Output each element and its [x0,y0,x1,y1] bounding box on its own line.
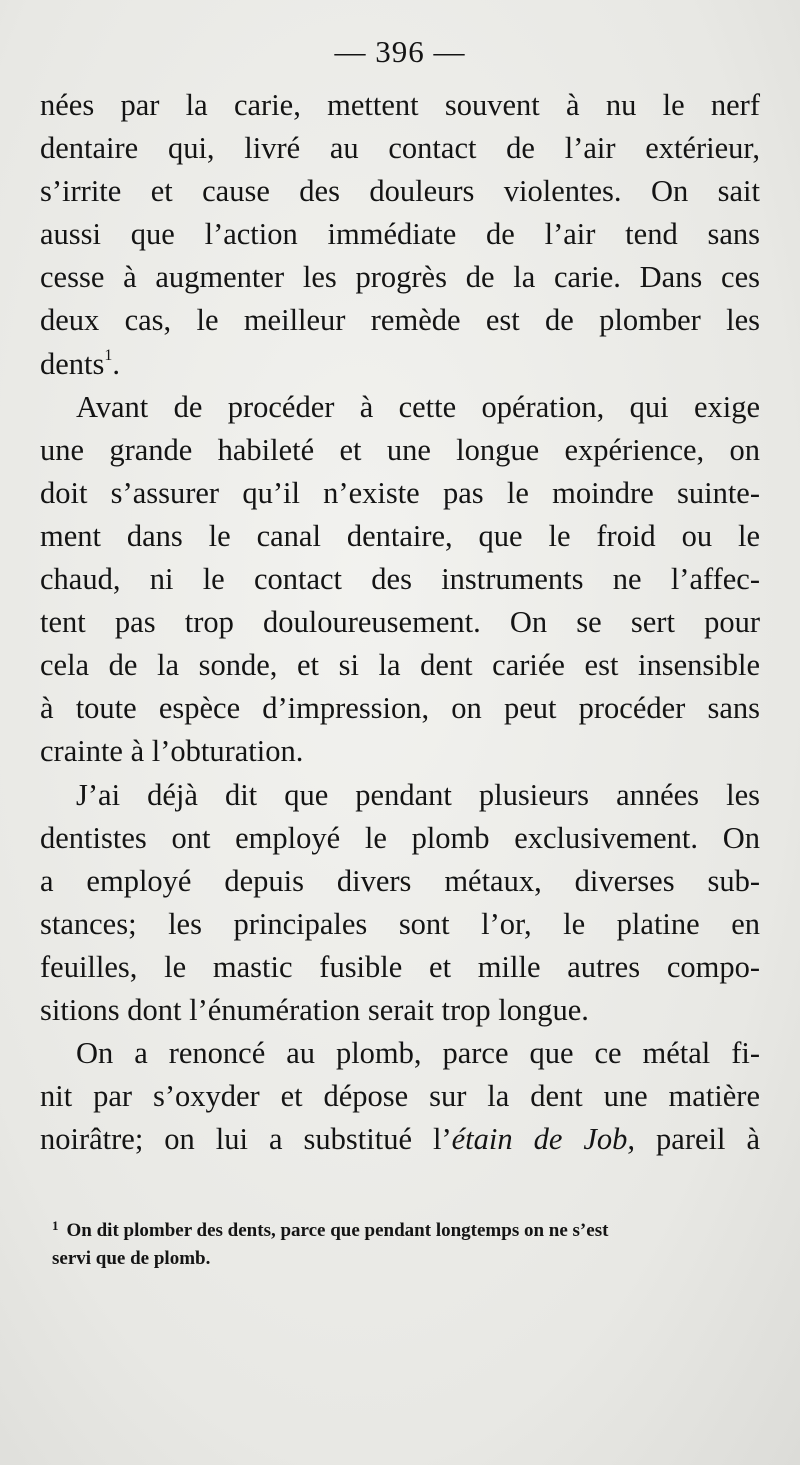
text-line: ment dans le canal dentaire, que le froid ou le [40,518,760,553]
text-fragment: noirâtre; on lui a substitué l’ [40,1122,452,1157]
text-line: aussi que l’action immédiate de l’air tend sans [40,217,760,252]
footnote-reference: 1 [104,346,113,364]
text-line: dentistes ont employé le plomb exclusivement. On [40,820,760,855]
text-line-last: crainte à l’obturation. [40,734,304,769]
text-line: doit s’assurer qu’il n’existe pas le moindre suinte- [40,475,760,510]
page-number: — 396 — [334,34,466,69]
text-line: On a renoncé au plomb, parce que ce métal fi- [76,1036,760,1071]
footnote [52,1212,764,1273]
main-text [40,84,760,1161]
text-line: s’irrite et cause des douleurs violentes. On sait [40,174,760,209]
text-line: J’ai déjà dit que pendant plusieurs années les [76,777,760,812]
text-line-last [40,343,760,386]
text-line: chaud, ni le contact des instruments ne l’affec- [40,562,760,597]
text-line: nit par s’oxyder et dépose sur la dent une matière [40,1079,760,1114]
text-line: tent pas trop douloureusement. On se sert pour [40,605,760,640]
paragraph-4 [40,1032,760,1161]
text-line-last: sitions dont l’énumération serait trop longue. [40,992,589,1027]
text-line: feuilles, le mastic fusible et mille autres compo- [40,949,760,984]
text-line-final [40,1118,760,1161]
text-fragment: . [112,346,121,381]
footnote-mark: 1 [52,1218,59,1233]
paragraph-2 [40,386,760,774]
text-line: stances; les principales sont l’or, le platine en [40,906,760,941]
footnote-line [52,1212,764,1245]
text-line: cela de la sonde, et si la dent cariée est insensible [40,648,760,683]
text-fragment: pareil à [635,1122,761,1157]
footnote-text: On dit plomber des dents, parce que pendant longtemps on ne s’est [66,1220,609,1241]
text-line: à toute espèce d’impression, on peut procéder sans [40,691,760,726]
text-line: deux cas, le meilleur remède est de plomber les [40,303,760,338]
text-line: a employé depuis divers métaux, diverses sub- [40,863,760,898]
footnote-line: servi que de plomb. [52,1248,211,1269]
text-line: dentaire qui, livré au contact de l’air extérieur, [40,131,760,166]
paragraph-3 [40,774,760,1033]
text-line: nées par la carie, mettent souvent à nu le nerf [40,88,760,122]
paragraph-1 [40,84,760,386]
text-line: Avant de procéder à cette opération, qui exige [76,389,760,424]
text-fragment: dents [40,346,105,381]
text-line: cesse à augmenter les progrès de la carie. Dans ces [40,260,760,295]
text-line: une grande habileté et une longue expérience, on [40,432,760,467]
italic-term: étain de Job, [451,1122,636,1157]
